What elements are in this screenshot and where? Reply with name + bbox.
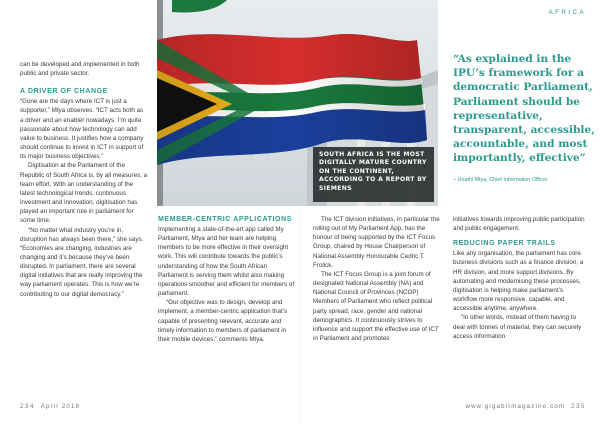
pull-quote-attribution: – Unathi Mtya, Chief Information Officer [453, 177, 548, 183]
page-number-left: 234 [20, 403, 35, 410]
footer-left [20, 403, 80, 410]
paragraph: The ICT Focus Group is a joint forum of designated National Assembly (NA) and National Council of Provinces (NCOP) Members of Parliament who reflect political party spread, race, gender and national demographics. It continuously strives to influence and support the effective use of ICT in Parliament and promotes [313, 270, 439, 343]
paragraph: The ICT division initiatives, in particular the rolling out of My Parliament App, has the honour of being supported by the ICT Focus Group, chaired by House Chairperson of National Assembly Honourable Cedric T. Frolick. [313, 216, 440, 269]
issue-date: April 2018 [40, 403, 81, 410]
column-4 [453, 215, 586, 341]
subheading-member-centric: MEMBER-CENTRIC APPLICATIONS [158, 216, 293, 223]
paragraph: initiatives towards improving public participation and public engagement. [453, 216, 585, 233]
paragraph: Implementing a state-of-the-art app called My Parliament, Mtya and her team are helping members to be more effective in their oversight work. This will contribute towards the public’s understanding of how the South African Parliament is serving them whilst also making operations smoother and efficient for members of parliament. [158, 226, 295, 298]
column-1 [20, 60, 148, 299]
paragraph: Digitisation at the Parliament of the Republic of South Africa is, by all measures, a team effort. With an understanding of the latest technological trends, continuous investment and innovation, digitisation has played an important role in parliament for some time. [20, 162, 148, 225]
paragraph: “Our objective was to design, develop and implement, a member-centric application that’s capable of presenting relevant, accurate and timely information to members of parliament in their mobile devices,” comments Mtya. [158, 299, 288, 343]
paragraph: “Gone are the days where ICT is just a supporter,” Mtya observes. “ICT acts both as a driver and an enabler nowadays. I’m quite passionate about how technology can add value to business. It justifies how a company should continue to invest in ICT in support of its major business objectives.” [20, 98, 144, 161]
column-3 [313, 215, 441, 343]
section-label: AFRICA [548, 9, 586, 16]
subheading-reducing-paper-trails: REDUCING PAPER TRAILS [453, 240, 556, 248]
footer-right [465, 403, 586, 410]
paragraph: Like any organisation, the parliament has core business divisions such as a finance division, a HR division, and more support divisions. By automating and modernising these processes, digitisation is helping make parliament’s workflow more responsive, capable, and accessible anytime, anywhere. [453, 250, 584, 313]
pull-quote: “As explained in the IPU’s framework for a democratic Parliament, Parliament should be representative, transparent, accessible, accountable, and most importantly, effective” [453, 53, 595, 165]
paragraph: “No matter what industry you’re in, disruption has always been there,” she says. “Economies are changing, industries are changing and it’s because they’ve been disrupted. In parliament, there are several digital initiatives that are really improving the way parliament operates. This is how we’re contributing to our digital democracy.” [20, 226, 144, 298]
paragraph: can be developed and implemented in both public and private sector. [20, 61, 140, 78]
column-2 [158, 213, 296, 344]
paragraph: “In other words, instead of them having to deal with tonnes of material, they can securely access information [453, 314, 582, 340]
photo-caption: SOUTH AFRICA IS THE MOST DIGITALLY MATURE COUNTRY ON THE CONTINENT, ACCORDING TO A REPORT BY SIEMENS [313, 147, 434, 202]
subheading-driver-of-change: A DRIVER OF CHANGE [20, 88, 108, 96]
page-number-right: 235 [571, 403, 586, 410]
magazine-url[interactable]: www.gigabitmagazine.com [465, 403, 566, 410]
